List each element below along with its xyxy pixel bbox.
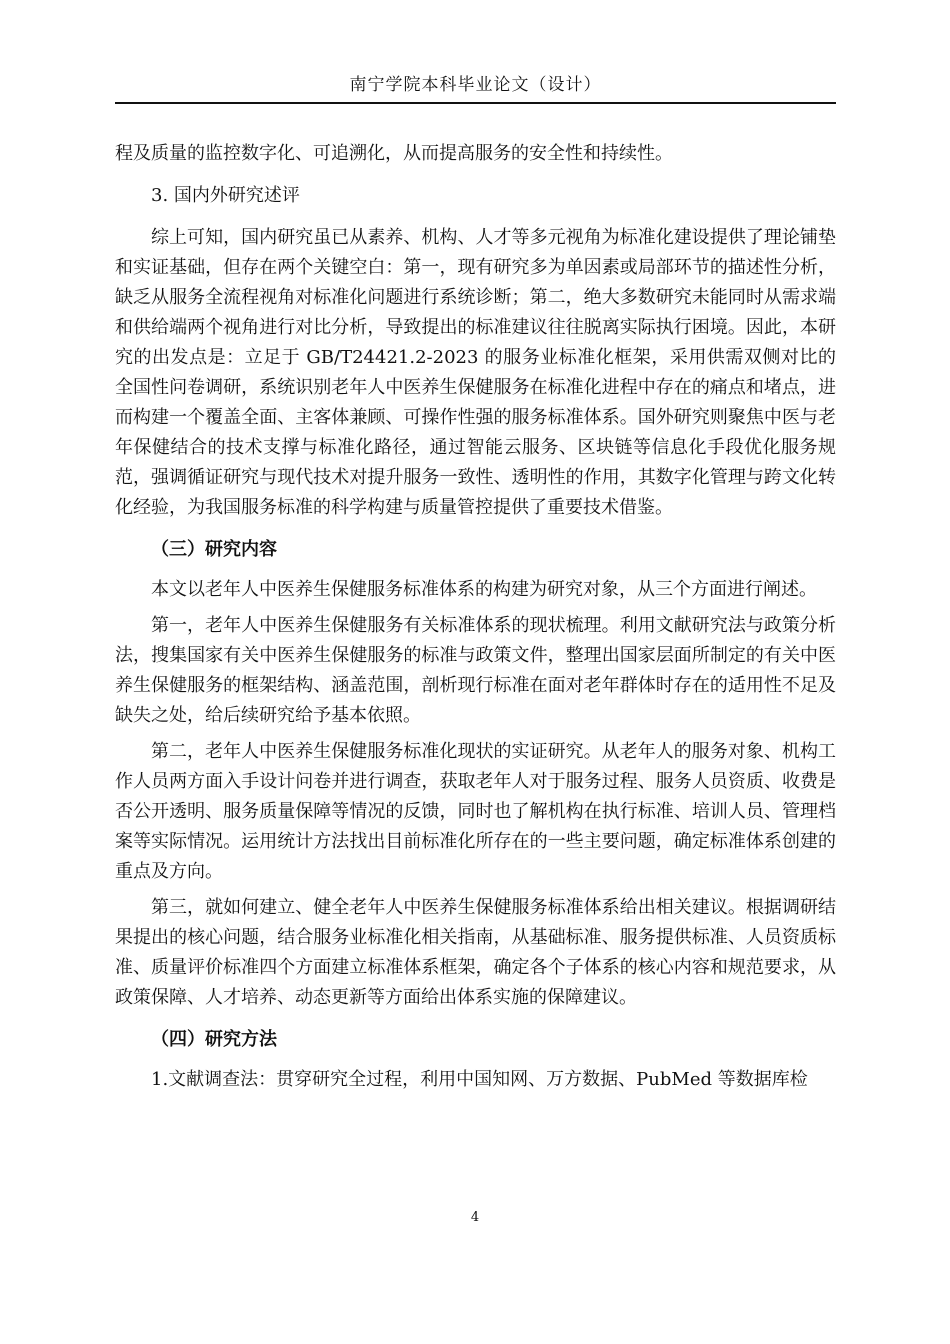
paragraph-method-literature: 1.文献调查法：贯穿研究全过程，利用中国知网、万方数据、PubMed 等数据库检 [151, 1069, 808, 1090]
paragraph-research-third: 第三，就如何建立、健全老年人中医养生保健服务标准体系给出相关建议。根据调研结果提出的核心问题，结合服务业标准化相关指南，从基础标准、服务提供标准、人员资质标准、质量评价标准四个方面建立标准体系框架，确定各个子体系的核心内容和规范要求，从政策保障、人才培养、动态更新等方面给出体系实施的保障建议。 [115, 897, 836, 1008]
paper-body [115, 139, 836, 1095]
paragraph-review-summary: 综上可知，国内研究虽已从素养、机构、人才等多元视角为标准化建设提供了理论铺垫和实证基础，但存在两个关键空白：第一，现有研究多为单因素或局部环节的描述性分析，缺乏从服务全流程视角对标准化问题进行系统诊断；第二，绝大多数研究未能同时从需求端和供给端两个视角进行对比分析，导致提出的标准建议往往脱离实际执行困境。因此，本研究的出发点是：立足于 GB/T24421.2-2023 的服务业标准化框架，采用供需双侧对比的全国性问卷调研，系统识别老年人中医养生保健服务在标准化进程中存在的痛点和堵点，进而构建一个覆盖全面、主客体兼顾、可操作性强的服务标准体系。国外研究则聚焦中医与老年保健结合的技术支撑与标准化路径，通过智能云服务、区块链等信息化手段优化服务规范，强调循证研究与现代技术对提升服务一致性、透明性的作用，其数字化管理与跨文化转化经验，为我国服务标准的科学构建与质量管控提供了重要技术借鉴。 [115, 227, 836, 518]
paragraph-continuation: 程及质量的监控数字化、可追溯化，从而提高服务的安全性和持续性。 [115, 143, 673, 164]
paragraph-research-intro: 本文以老年人中医养生保健服务标准体系的构建为研究对象，从三个方面进行阐述。 [151, 579, 817, 600]
paragraph-research-second: 第二，老年人中医养生保健服务标准化现状的实证研究。从老年人的服务对象、机构工作人员两方面入手设计问卷并进行调查，获取老年人对于服务过程、服务人员资质、收费是否公开透明、服务质量保障等情况的反馈，同时也了解机构在执行标准、培训人员、管理档案等实际情况。运用统计方法找出目前标准化所存在的一些主要问题，确定标准体系创建的重点及方向。 [115, 741, 836, 882]
paragraph-research-first: 第一，老年人中医养生保健服务有关标准体系的现状梳理。利用文献研究法与政策分析法，搜集国家有关中医养生保健服务的标准与政策文件，整理出国家层面所制定的有关中医养生保健服务的框架结构、涵盖范围，剖析现行标准在面对老年群体时存在的适用性不足及缺失之处，给后续研究给予基本依照。 [115, 615, 836, 726]
running-header: 南宁学院本科毕业论文（设计） [115, 68, 836, 104]
section-heading-research-content: （三）研究内容 [151, 539, 277, 560]
section-heading-research-methods: （四）研究方法 [151, 1029, 277, 1050]
subsection-item-3: 3. 国内外研究述评 [151, 185, 300, 206]
page-number: 4 [470, 1210, 480, 1225]
